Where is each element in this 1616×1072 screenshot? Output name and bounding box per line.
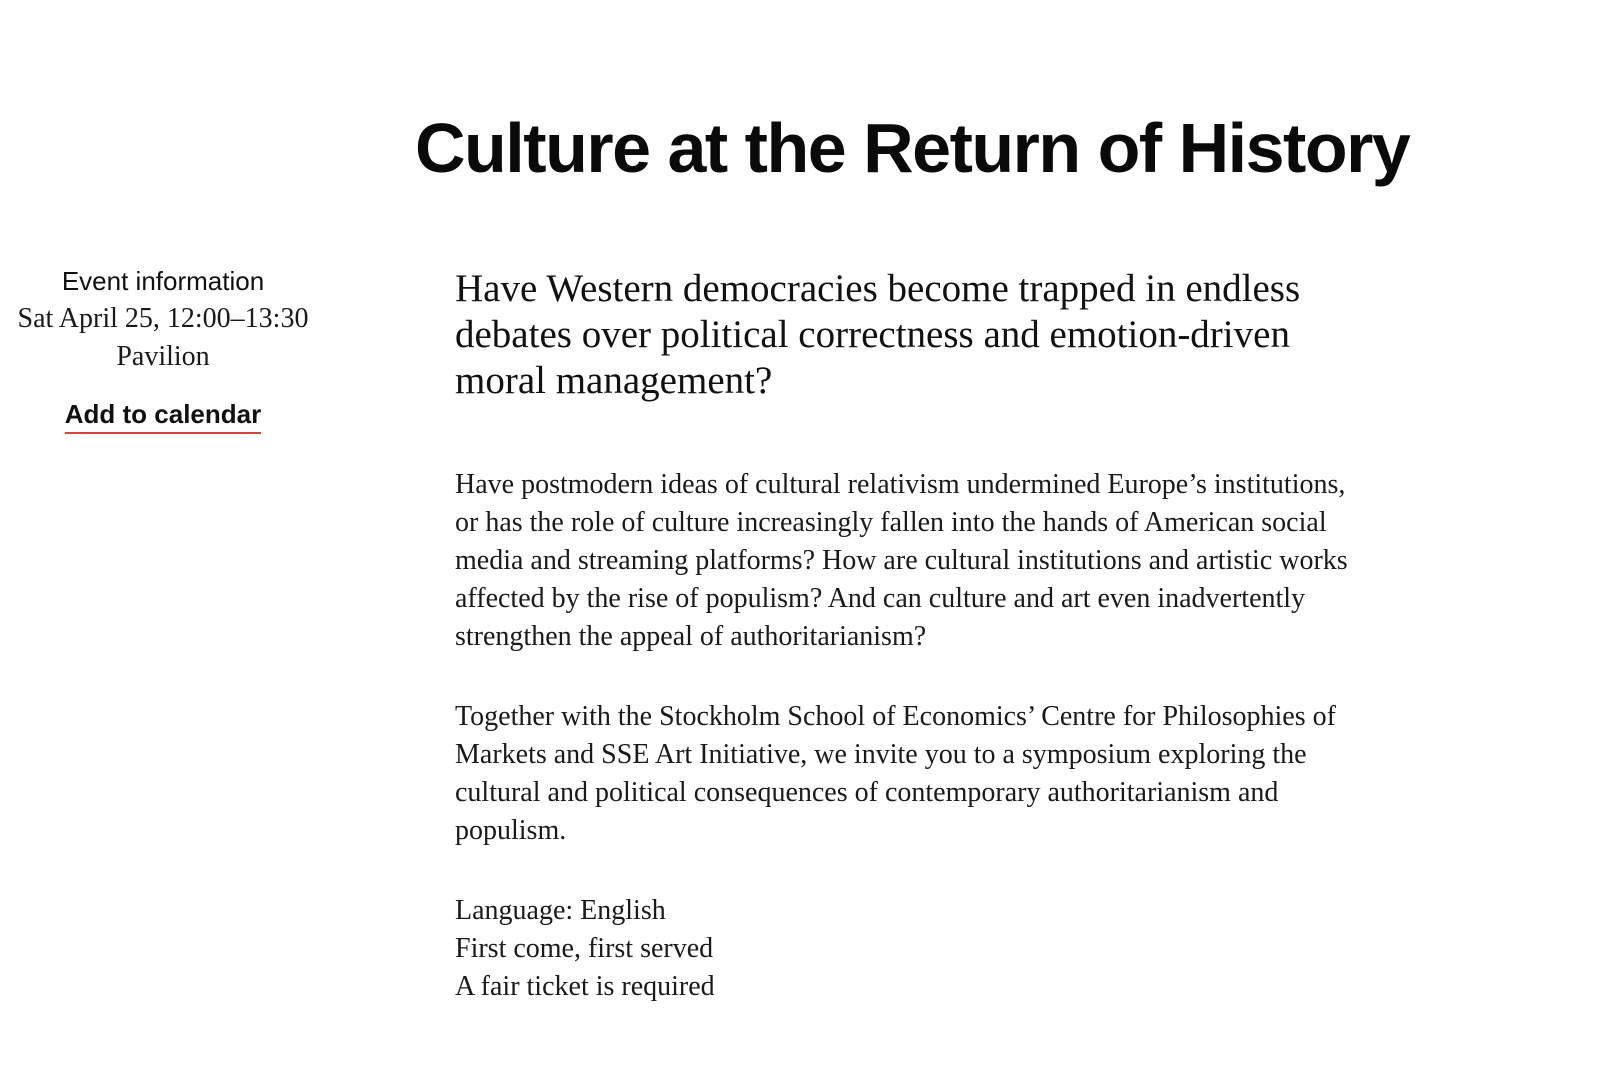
event-info-heading: Event information [61, 266, 265, 296]
event-location: Pavilion [116, 341, 210, 372]
detail-ticket: A fair ticket is required [455, 971, 715, 1002]
description-paragraph-1: Have postmodern ideas of cultural relativism undermined Europe’s institutions, or has the role of culture increasingly fallen into the hands of American social media and streaming platforms? How are cultural institutions and artistic works affected by the rise of populism? And can culture and art even inadvertently strengthen the appeal of authoritarianism? [455, 469, 1348, 652]
lead-paragraph: Have Western democracies become trapped in endless debates over political correctness and emotion-driven moral management? [455, 267, 1301, 402]
event-info-sidebar [0, 262, 326, 434]
description-paragraph-2: Together with the Stockholm School of Economics’ Centre for Philosophies of Markets and SSE Art Initiative, we invite you to a symposium exploring the cultural and political consequences of contemporary authoritarianism and populism. [455, 701, 1336, 846]
detail-admission: First come, first served [455, 933, 714, 964]
detail-language: Language: English [455, 895, 666, 926]
event-details [455, 892, 1355, 1006]
event-datetime: Sat April 25, 12:00–13:30 [17, 303, 309, 334]
event-description [455, 266, 1355, 1006]
page-title: Culture at the Return of History [415, 109, 1410, 187]
add-to-calendar-link[interactable]: Add to calendar [65, 398, 261, 434]
